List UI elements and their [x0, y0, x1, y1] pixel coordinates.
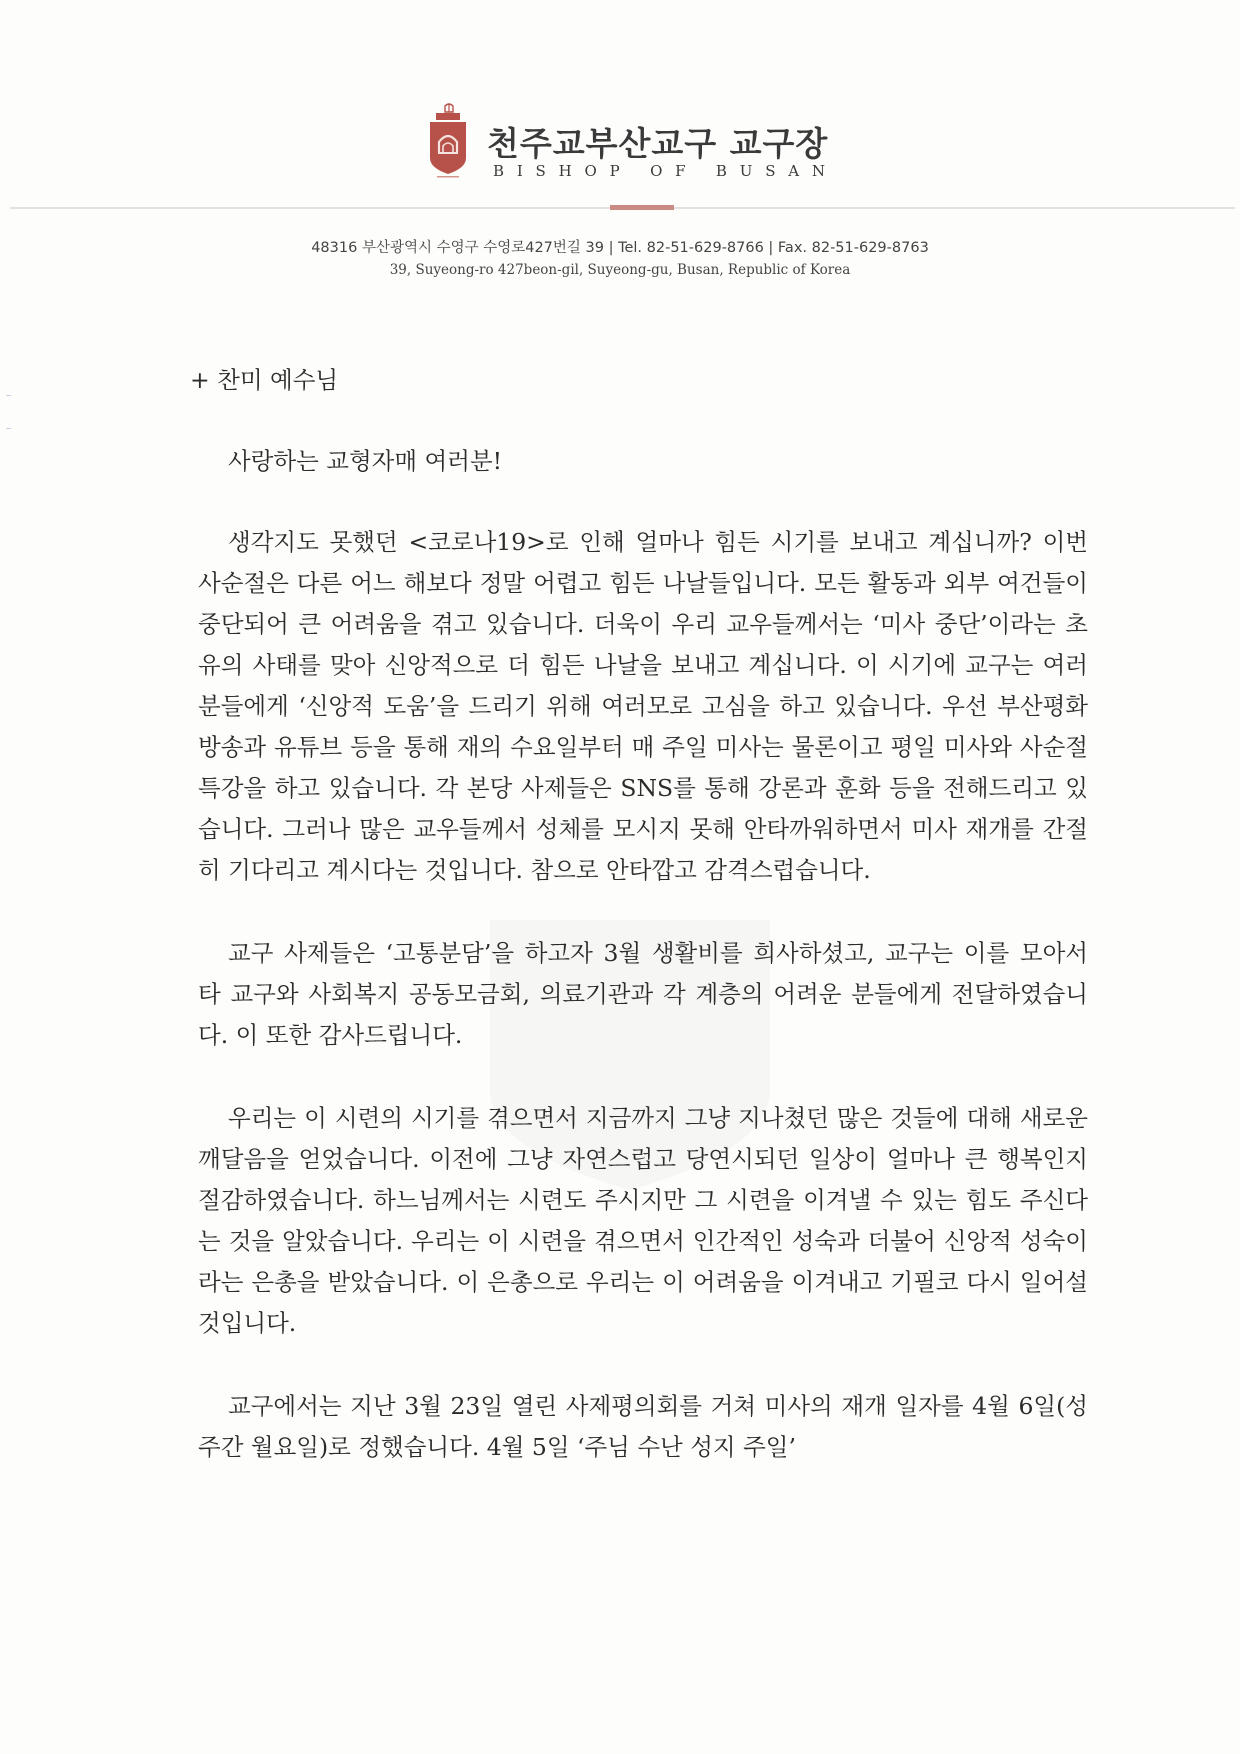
- margin-tick: [6, 395, 11, 396]
- diocese-logo-icon: [428, 102, 468, 182]
- organization-name: 천주교부산교구 교구장: [487, 124, 829, 163]
- letterhead-accent-bar: [610, 205, 674, 210]
- letter-body: [190, 360, 1088, 1468]
- organization-name-english: BISHOP OF BUSAN: [493, 162, 838, 180]
- paragraph: 생각지도 못했던 <코로나19>로 인해 얼마나 힘든 시기를 보내고 계십니까? 이번 사순절은 다른 어느 해보다 정말 어렵고 힘든 나날들입니다. 모든 활동과 외부 여건들이 중단되어 큰 어려움을 겪고 있습니다. 더욱이 우리 교우들께서는 ‘미사 중단’이라는 초유의 사태를 맞아 신앙적으로 더 힘든 나날을 보내고 계십니다. 이 시기에 교구는 여러분들에게 ‘신앙적 도움’을 드리기 위해 여러모로 고심을 하고 있습니다. 우선 부산평화방송과 유튜브 등을 통해 재의 수요일부터 매 주일 미사는 물론이고 평일 미사와 사순절 특강을 하고 있습니다. 각 본당 사제들은 SNS를 통해 강론과 훈화 등을 전해드리고 있습니다. 그러나 많은 교우들께서 성체를 모시지 못해 안타까워하면서 미사 재개를 간절히 기다리고 계시다는 것입니다. 참으로 안타깝고 감격스럽습니다.: [198, 528, 1088, 884]
- letterhead: [0, 0, 1240, 300]
- margin-tick: [6, 428, 11, 429]
- address-korean: 48316 부산광역시 수영구 수영로427번길 39 | Tel. 82-51-629-8766 | Fax. 82-51-629-8763: [311, 240, 929, 256]
- salutation: + 찬미 예수님: [190, 366, 339, 394]
- address-english: 39, Suyeong-ro 427beon-gil, Suyeong-gu, Busan, Republic of Korea: [389, 262, 851, 278]
- paragraph: 교구에서는 지난 3월 23일 열린 사제평의회를 거쳐 미사의 재개 일자를 4월 6일(성주간 월요일)로 정했습니다. 4월 5일 ‘주님 수난 성지 주일’: [198, 1392, 1088, 1461]
- paragraph: 우리는 이 시련의 시기를 겪으면서 지금까지 그냥 지나쳤던 많은 것들에 대해 새로운 깨달음을 얻었습니다. 이전에 그냥 자연스럽고 당연시되던 일상이 얼마나 큰 행복인지 절감하였습니다. 하느님께서는 시련도 주시지만 그 시련을 이겨낼 수 있는 힘도 주신다는 것을 알았습니다. 우리는 이 시련을 겪으면서 인간적인 성숙과 더불어 신앙적 성숙이라는 은총을 받았습니다. 이 은총으로 우리는 이 어려움을 이겨내고 기필코 다시 일어설 것입니다.: [198, 1104, 1088, 1337]
- greeting: 사랑하는 교형자매 여러분!: [228, 447, 503, 475]
- paragraph: 교구 사제들은 ‘고통분담’을 하고자 3월 생활비를 희사하셨고, 교구는 이를 모아서 타 교구와 사회복지 공동모금회, 의료기관과 각 계층의 어려운 분들에게 전달하였습니다. 이 또한 감사드립니다.: [198, 939, 1088, 1049]
